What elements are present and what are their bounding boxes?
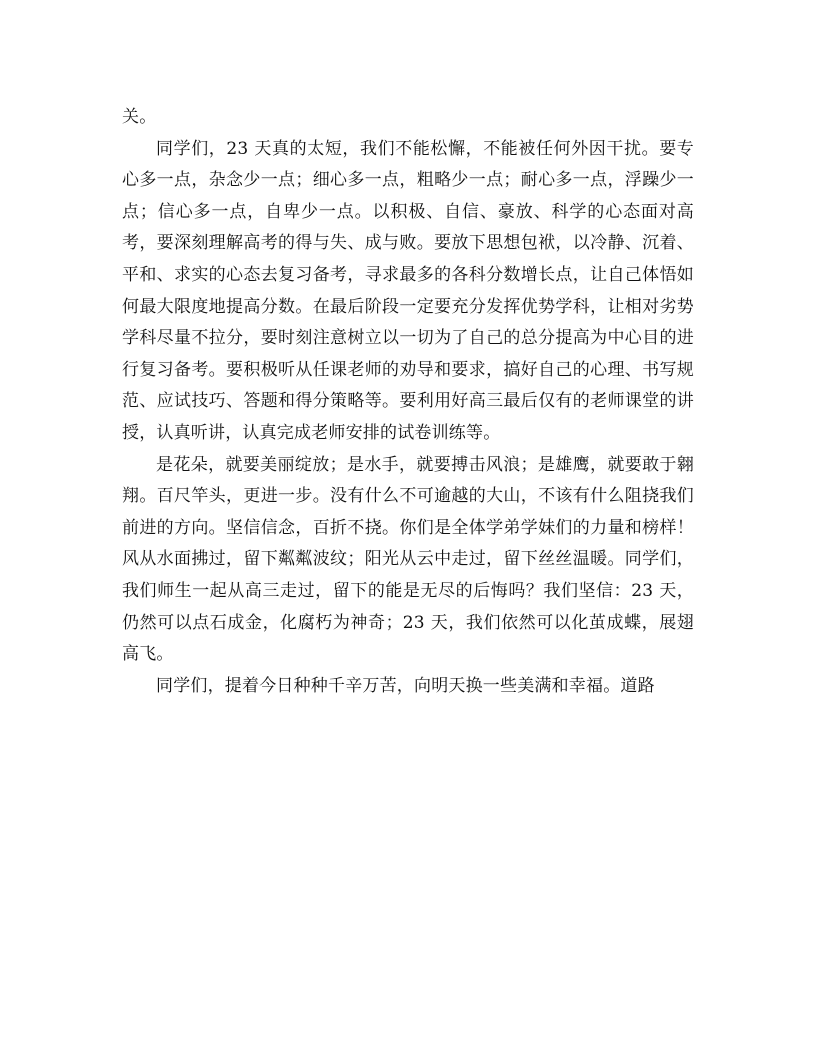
paragraph-1: 同学们，23 天真的太短，我们不能松懈，不能被任何外因干扰。要专心多一点，杂念少一点；细心多一点，粗略少一点；耐心多一点，浮躁少一点；信心多一点，自卑少一点。以积极、自信、豪放、科学的心态面对高考，要深刻理解高考的得与失、成与败。要放下思想包袱，以冷静、沉着、平和、求实的心态去复习备考，寻求最多的各科分数增长点，让自己体悟如何最大限度地提高分数。在最后阶段一定要充分发挥优势学科，让相对劣势学科尽量不拉分，要时刻注意树立以一切为了自己的总分提高为中心目的进行复习备考。要积极听从任课老师的劝导和要求，搞好自己的心理、书写规范、应试技巧、答题和得分策略等。要利用好高三最后仅有的老师课堂的讲授，认真听讲，认真完成老师安排的试卷训练等。 — [122, 138, 694, 443]
paragraph-2: 是花朵，就要美丽绽放；是水手，就要搏击风浪；是雄鹰，就要敢于翱翔。百尺竿头，更进一步。没有什么不可逾越的大山，不该有什么阻挠我们前进的方向。坚信信念，百折不挠。你们是全体学弟学妹们的力量和榜样！风从水面拂过，留下粼粼波纹；阳光从云中走过，留下丝丝温暖。同学们，我们师生一起从高三走过，留下的能是无尽的后悔吗？我们坚信：23 天，仍然可以点石成金，化腐朽为神奇；23 天，我们依然可以化茧成蝶，展翅高飞。 — [122, 454, 694, 665]
paragraph-continuation: 关。 — [122, 107, 157, 127]
paragraph-3: 同学们，提着今日种种千辛万苦，向明天换一些美满和幸福。道路 — [156, 675, 655, 696]
document-body — [122, 102, 694, 702]
